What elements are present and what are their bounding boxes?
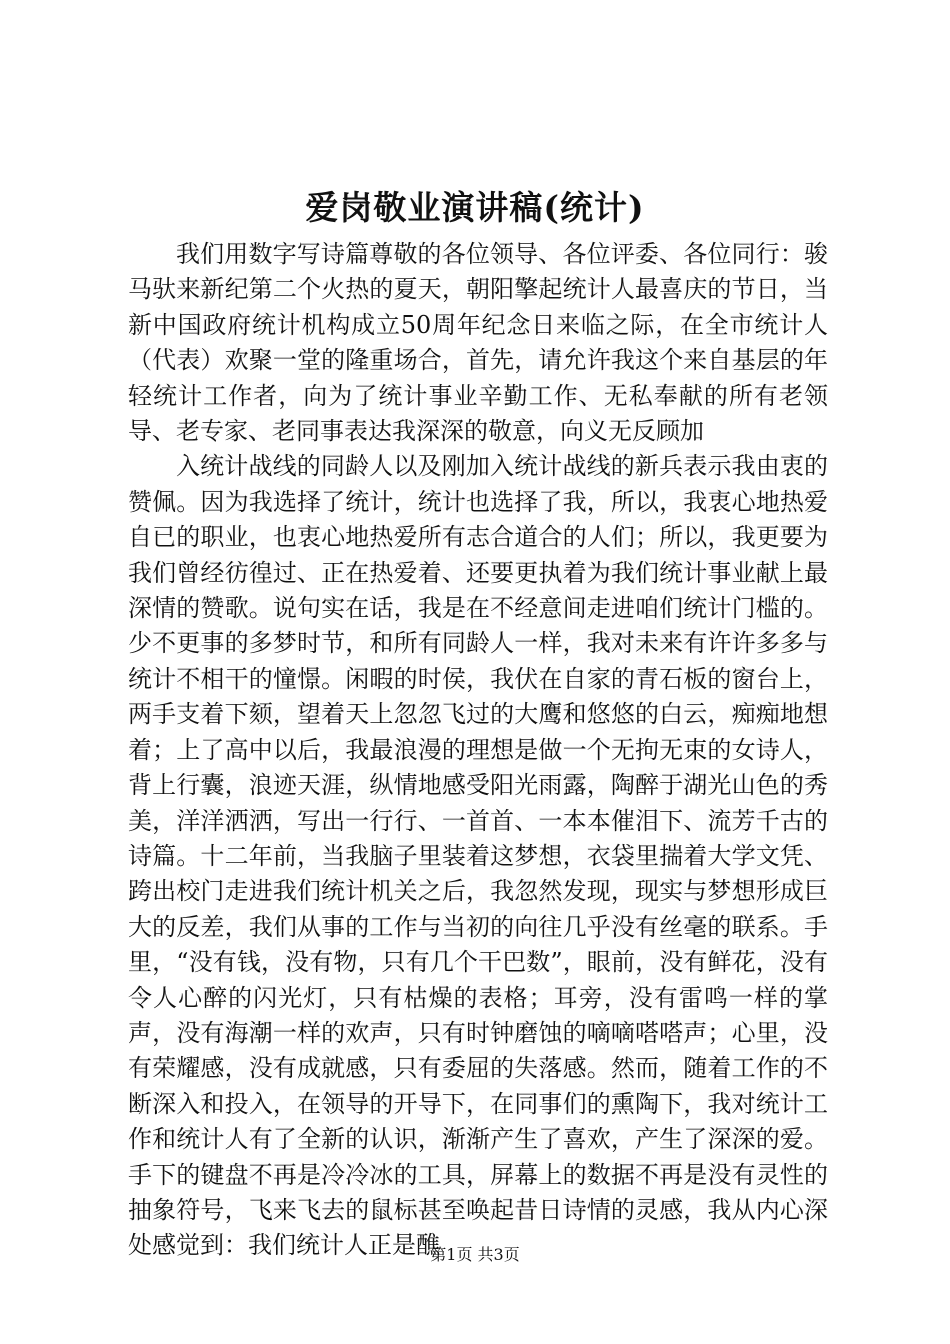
page-footer: 第1页 共3页: [430, 1245, 520, 1264]
paragraph-1: 我们用数字写诗篇尊敬的各位领导、各位评委、各位同行：骏马驮来新纪第二个火热的夏天，朝阳擎起统计人最喜庆的节日，当新中国政府统计机构成立50周年纪念日来临之际，在全市统计人（代表）欢聚一堂的隆重场合，首先，请允许我这个来自基层的年轻统计工作者，向为了统计事业辛勤工作、无私奉献的所有老领导、老专家、老同事表达我深深的敬意，向义无反顾加: [128, 240, 828, 446]
document-body: [128, 237, 828, 1264]
document-title: 爱岗敬业演讲稿(统计): [305, 188, 645, 227]
paragraph-2: 入统计战线的同龄人以及刚加入统计战线的新兵表示我由衷的赞佩。因为我选择了统计，统计也选择了我，所以，我衷心地热爱自已的职业，也衷心地热爱所有志合道合的人们；所以，我更要为我们曾经彷徨过、正在热爱着、还要更执着为我们统计事业献上最深情的赞歌。说句实在话，我是在不经意间走进咱们统计门槛的。少不更事的多梦时节，和所有同龄人一样，我对未来有许许多多与统计不相干的憧憬。闲暇的时侯，我伏在自家的青石板的窗台上，两手支着下颏，望着天上忽忽飞过的大鹰和悠悠的白云，痴痴地想着；上了高中以后，我最浪漫的理想是做一个无拘无束的女诗人，背上行囊，浪迹天涯，纵情地感受阳光雨露，陶醉于湖光山色的秀美，洋洋洒洒，写出一行行、一首首、一本本催泪下、流芳千古的诗篇。十二年前，当我脑子里装着这梦想，衣袋里揣着大学文凭、跨出校门走进我们统计机关之后，我忽然发现，现实与梦想形成巨大的反差，我们从事的工作与当初的向往几乎没有丝毫的联系。手里，“没有钱，没有物，只有几个干巴数”，眼前，没有鲜花，没有令人心醉的闪光灯，只有枯燥的表格；耳旁，没有雷鸣一样的掌声，没有海潮一样的欢声，只有时钟磨蚀的嘀嘀嗒嗒声；心里，没有荣耀感，没有成就感，只有委屈的失落感。然而，随着工作的不断深入和投入，在领导的开导下，在同事们的熏陶下，我对统计工作和统计人有了全新的认识，渐渐产生了喜欢，产生了深深的爱。手下的键盘不再是冷冷冰的工具，屏幕上的数据不再是没有灵性的抽象符号，飞来飞去的鼠标甚至唤起昔日诗情的灵感，我从内心深处感觉到：我们统计人正是醮: [128, 452, 828, 1260]
